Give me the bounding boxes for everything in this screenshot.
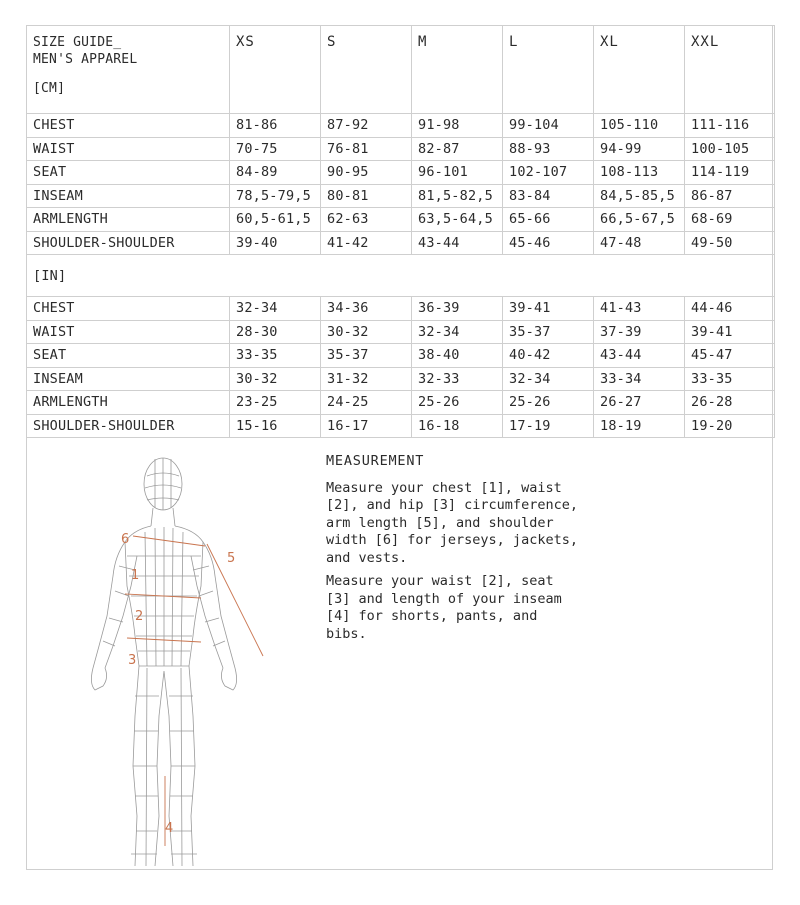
row-label: WAIST bbox=[27, 137, 230, 161]
table-cell: 30-32 bbox=[321, 320, 412, 344]
size-s: S bbox=[321, 26, 412, 114]
table-cell: 33-35 bbox=[685, 367, 775, 391]
table-cell: 102-107 bbox=[503, 161, 594, 185]
table-cell: 39-41 bbox=[503, 297, 594, 321]
figure-label-1: 1 bbox=[131, 568, 140, 583]
table-cell: 17-19 bbox=[503, 414, 594, 438]
figure-label-3: 3 bbox=[128, 653, 137, 668]
table-cell: 43-44 bbox=[412, 231, 503, 255]
table-cell: 84-89 bbox=[230, 161, 321, 185]
row-label: CHEST bbox=[27, 297, 230, 321]
table-cell: 35-37 bbox=[503, 320, 594, 344]
table-cell: 49-50 bbox=[685, 231, 775, 255]
table-row bbox=[27, 231, 775, 255]
table-cell: 16-18 bbox=[412, 414, 503, 438]
table-cell: 19-20 bbox=[685, 414, 775, 438]
row-label: ARMLENGTH bbox=[27, 391, 230, 415]
table-row bbox=[27, 344, 775, 368]
table-cell: 26-27 bbox=[594, 391, 685, 415]
table-cell: 87-92 bbox=[321, 114, 412, 138]
row-label: WAIST bbox=[27, 320, 230, 344]
table-cell: 68-69 bbox=[685, 208, 775, 232]
table-cell: 41-43 bbox=[594, 297, 685, 321]
table-cell: 36-39 bbox=[412, 297, 503, 321]
row-label: INSEAM bbox=[27, 367, 230, 391]
table-cell: 45-46 bbox=[503, 231, 594, 255]
title-cell bbox=[27, 26, 230, 114]
table-cell: 83-84 bbox=[503, 184, 594, 208]
size-l: L bbox=[503, 26, 594, 114]
table-cell: 47-48 bbox=[594, 231, 685, 255]
table-cell: 45-47 bbox=[685, 344, 775, 368]
table-cell: 38-40 bbox=[412, 344, 503, 368]
table-cell: 43-44 bbox=[594, 344, 685, 368]
unit-cm-label: [CM] bbox=[33, 81, 66, 96]
figure-label-4: 4 bbox=[165, 821, 174, 836]
size-xs: XS bbox=[230, 26, 321, 114]
table-cell: 32-34 bbox=[503, 367, 594, 391]
table-cell: 32-34 bbox=[412, 320, 503, 344]
table-cell: 39-40 bbox=[230, 231, 321, 255]
table-cell: 86-87 bbox=[685, 184, 775, 208]
table-cell: 41-42 bbox=[321, 231, 412, 255]
table-cell: 76-81 bbox=[321, 137, 412, 161]
table-cell: 100-105 bbox=[685, 137, 775, 161]
table-cell: 66,5-67,5 bbox=[594, 208, 685, 232]
measurement-para-bottoms: Measure your waist [2], seat [3] and length of your inseam [4] for shorts, pants, and bibs. bbox=[326, 573, 562, 642]
table-cell: 39-41 bbox=[685, 320, 775, 344]
table-cell: 99-104 bbox=[503, 114, 594, 138]
table-cell: 31-32 bbox=[321, 367, 412, 391]
table-row bbox=[27, 367, 775, 391]
table-cell: 40-42 bbox=[503, 344, 594, 368]
unit-in-label: [IN] bbox=[27, 255, 775, 297]
table-row bbox=[27, 184, 775, 208]
size-xl: XL bbox=[594, 26, 685, 114]
row-label: ARMLENGTH bbox=[27, 208, 230, 232]
table-cell: 35-37 bbox=[321, 344, 412, 368]
table-cell: 24-25 bbox=[321, 391, 412, 415]
figure-label-6: 6 bbox=[121, 532, 130, 547]
row-label: INSEAM bbox=[27, 184, 230, 208]
table-cell: 32-33 bbox=[412, 367, 503, 391]
mannequin-figure bbox=[55, 446, 315, 866]
header-row bbox=[27, 26, 775, 114]
table-row bbox=[27, 391, 775, 415]
table-cell: 33-34 bbox=[594, 367, 685, 391]
table-cell: 18-19 bbox=[594, 414, 685, 438]
measurement-para-tops: Measure your chest [1], waist [2], and hip [3] circumference, arm length [5], and shoulder width [6] for jerseys, jackets, and vests. bbox=[326, 479, 578, 566]
table-cell: 60,5-61,5 bbox=[230, 208, 321, 232]
table-cell: 88-93 bbox=[503, 137, 594, 161]
table-cell: 25-26 bbox=[503, 391, 594, 415]
measurement-instructions bbox=[326, 453, 586, 649]
row-label: CHEST bbox=[27, 114, 230, 138]
table-cell: 25-26 bbox=[412, 391, 503, 415]
table-cell: 105-110 bbox=[594, 114, 685, 138]
table-cell: 16-17 bbox=[321, 414, 412, 438]
size-m: M bbox=[412, 26, 503, 114]
table-cell: 94-99 bbox=[594, 137, 685, 161]
title-line-1: SIZE GUIDE_ bbox=[33, 35, 122, 50]
table-cell: 78,5-79,5 bbox=[230, 184, 321, 208]
table-cell: 34-36 bbox=[321, 297, 412, 321]
table-cell: 81,5-82,5 bbox=[412, 184, 503, 208]
table-cell: 37-39 bbox=[594, 320, 685, 344]
table-cell: 44-46 bbox=[685, 297, 775, 321]
row-label: SHOULDER-SHOULDER bbox=[27, 414, 230, 438]
table-row bbox=[27, 297, 775, 321]
table-row bbox=[27, 114, 775, 138]
row-label: SEAT bbox=[27, 344, 230, 368]
table-cell: 30-32 bbox=[230, 367, 321, 391]
figure-label-5: 5 bbox=[227, 551, 236, 566]
table-cell: 91-98 bbox=[412, 114, 503, 138]
table-cell: 90-95 bbox=[321, 161, 412, 185]
table-row bbox=[27, 137, 775, 161]
table-row bbox=[27, 414, 775, 438]
table-cell: 65-66 bbox=[503, 208, 594, 232]
unit-row bbox=[27, 255, 775, 297]
table-cell: 15-16 bbox=[230, 414, 321, 438]
figure-label-2: 2 bbox=[135, 609, 144, 624]
table-cell: 114-119 bbox=[685, 161, 775, 185]
table-row bbox=[27, 161, 775, 185]
table-cell: 84,5-85,5 bbox=[594, 184, 685, 208]
table-cell: 80-81 bbox=[321, 184, 412, 208]
table-cell: 111-116 bbox=[685, 114, 775, 138]
table-cell: 32-34 bbox=[230, 297, 321, 321]
table-cell: 26-28 bbox=[685, 391, 775, 415]
table-cell: 82-87 bbox=[412, 137, 503, 161]
table-cell: 81-86 bbox=[230, 114, 321, 138]
measurement-title: MEASUREMENT bbox=[326, 453, 425, 469]
row-label: SHOULDER-SHOULDER bbox=[27, 231, 230, 255]
table-row bbox=[27, 320, 775, 344]
title-line-2: MEN'S APPAREL bbox=[33, 52, 138, 67]
row-label: SEAT bbox=[27, 161, 230, 185]
table-cell: 70-75 bbox=[230, 137, 321, 161]
table-cell: 23-25 bbox=[230, 391, 321, 415]
table-cell: 63,5-64,5 bbox=[412, 208, 503, 232]
table-cell: 96-101 bbox=[412, 161, 503, 185]
table-cell: 33-35 bbox=[230, 344, 321, 368]
size-guide bbox=[26, 25, 773, 870]
table-cell: 62-63 bbox=[321, 208, 412, 232]
table-row bbox=[27, 208, 775, 232]
table-cell: 28-30 bbox=[230, 320, 321, 344]
size-table bbox=[26, 25, 775, 438]
size-xxl: XXL bbox=[685, 26, 775, 114]
table-cell: 108-113 bbox=[594, 161, 685, 185]
